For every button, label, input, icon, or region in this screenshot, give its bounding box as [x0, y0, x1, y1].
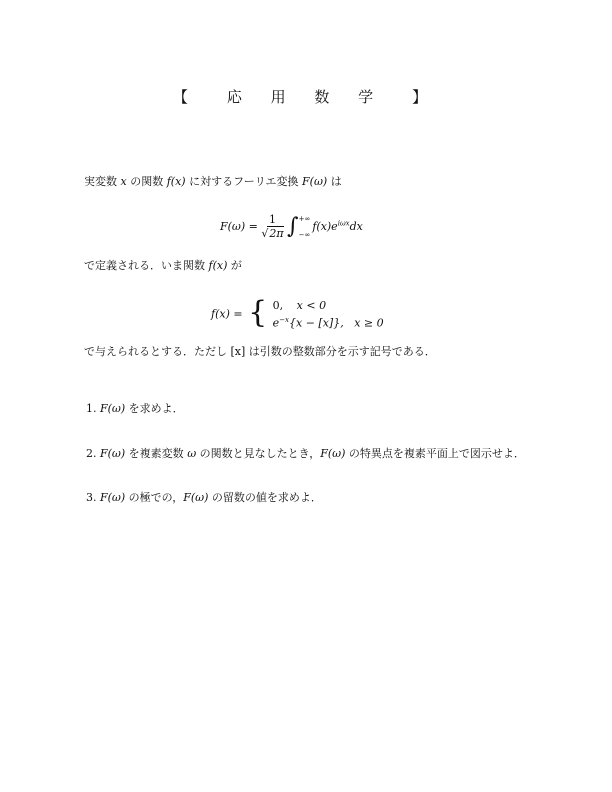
page-title: 【 応 用 数 学 】: [172, 88, 440, 106]
eq2-cases: [273, 298, 384, 331]
integral-icon: ∫: [287, 213, 299, 239]
question-3: [86, 491, 322, 505]
eq1-exponent: iωx: [337, 219, 350, 228]
eq2-case2-rest: {x − [x]},: [289, 316, 344, 330]
question-number: 2.: [86, 447, 97, 460]
question-math: F(ω): [183, 491, 209, 504]
def-text: が: [227, 259, 242, 272]
eq2-case2-base: e: [272, 316, 280, 330]
question-text: の関数と見なしたとき，: [196, 447, 321, 460]
given-text: は引数の整数部分を示す記号である．: [245, 345, 436, 358]
eq2-case2-cond: x ≥ 0: [354, 316, 384, 330]
sqrt-icon: √: [261, 227, 269, 240]
eq1-root: 2π: [269, 227, 284, 240]
question-text: の留数の値を求めよ．: [208, 491, 322, 504]
eq2-case1-cond: x < 0: [296, 299, 327, 313]
question-math: F(ω): [100, 402, 126, 415]
given-line: [84, 345, 436, 359]
eq1-upper: +∞: [298, 215, 311, 223]
def-text: で定義される．いま関数: [84, 259, 209, 272]
question-1: [86, 402, 184, 416]
math-x: x: [120, 175, 127, 188]
eq1-integrand: f(x)e: [312, 220, 338, 233]
question-number: 3.: [86, 491, 97, 504]
question-text: の特異点を複素平面上で図示せよ．: [345, 447, 525, 460]
eq1-lower: −∞: [298, 231, 311, 239]
eq2-case2-exp: −x: [279, 316, 290, 325]
eq1-denominator: [261, 227, 283, 241]
question-number: 1.: [86, 402, 97, 415]
math-Fw: F(ω): [302, 175, 328, 188]
math-fx: f(x): [208, 259, 228, 272]
eq1-lhs: F(ω) =: [220, 220, 258, 233]
eq2-case-2: [273, 313, 384, 331]
eq1-limits: [299, 211, 311, 243]
brace-icon: {: [248, 295, 268, 330]
question-2: [86, 447, 525, 461]
given-text: で与えられるとする．ただし: [84, 345, 231, 358]
eq2-case1-val: 0,: [272, 299, 284, 313]
intro-text: の関数: [126, 175, 167, 188]
question-text: を複素変数: [125, 447, 188, 460]
intro-text: に対するフーリエ変換: [185, 175, 303, 188]
eq2-case-1: [273, 298, 384, 313]
intro-text: 実変数: [84, 175, 121, 188]
piecewise-equation: [211, 297, 384, 332]
math-bracket-x: [x]: [230, 345, 246, 358]
question-math: ω: [187, 447, 197, 460]
eq1-fraction: [261, 213, 283, 241]
question-math: F(ω): [100, 491, 126, 504]
eq1-dx: dx: [349, 220, 363, 233]
intro-text: は: [327, 175, 342, 188]
fourier-transform-equation: [220, 211, 363, 243]
question-math: F(ω): [100, 447, 126, 460]
eq1-numerator: 1: [269, 213, 277, 226]
intro-paragraph: [84, 175, 342, 189]
question-math: F(ω): [320, 447, 346, 460]
definition-line: [84, 259, 242, 273]
question-text: を求めよ．: [125, 402, 184, 415]
question-text: の極での，: [125, 491, 184, 504]
math-fx: f(x): [166, 175, 186, 188]
eq2-lhs: f(x) =: [211, 307, 243, 321]
